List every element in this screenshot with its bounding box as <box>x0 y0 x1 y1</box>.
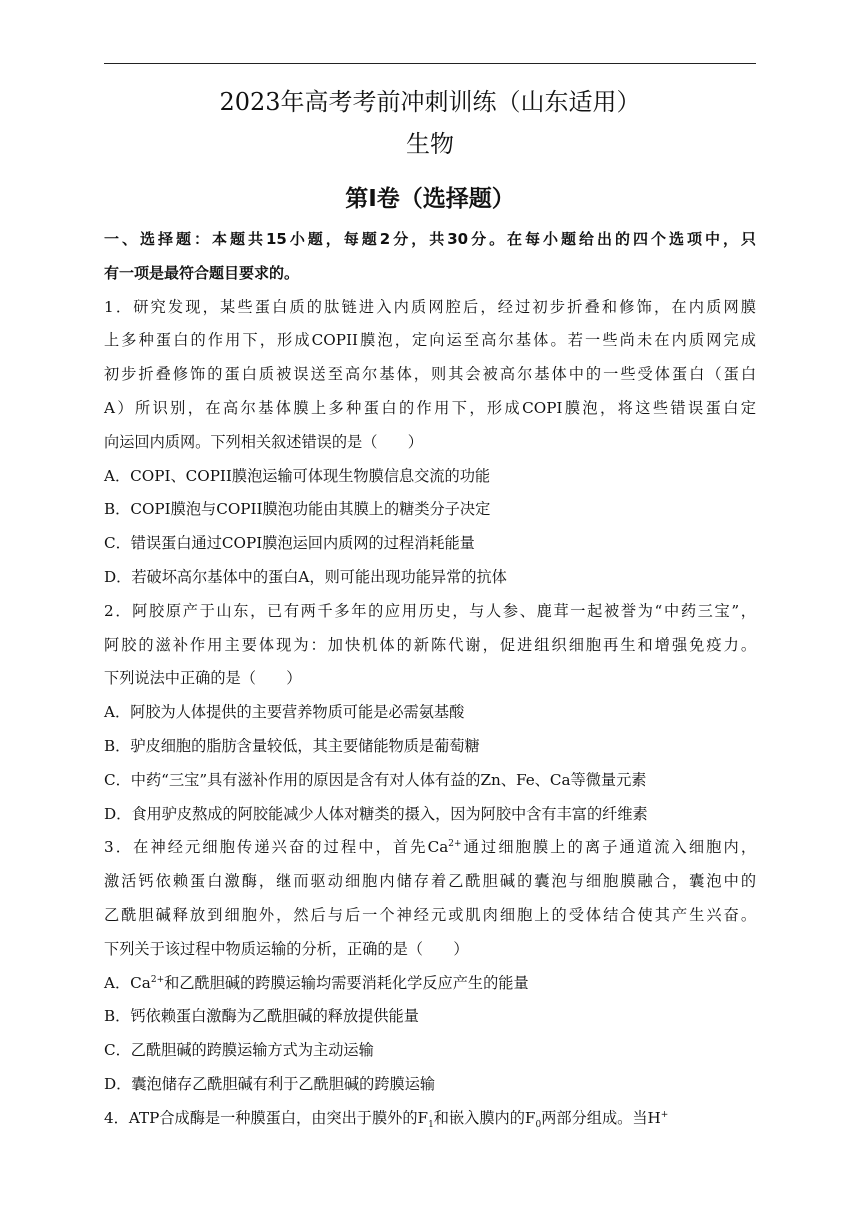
question-3-stem: 下列关于该过程中物质运输的分析，正确的是（ ） <box>104 939 469 958</box>
exam-title: 2023年高考考前冲刺训练（山东适用） <box>219 88 641 116</box>
instruction-line: 一、选择题：本题共15小题，每题2分，共30分。在每小题给出的四个选项中，只 <box>104 230 756 248</box>
question-1-stem: 初步折叠修饰的蛋白质被误送至高尔基体，则其会被高尔基体中的一些受体蛋白（蛋白 <box>104 365 756 384</box>
question-1-option-a: A．COPI、COPII膜泡运输可体现生物膜信息交流的功能 <box>104 466 491 485</box>
question-3-option-d: D．囊泡储存乙酰胆碱有利于乙酰胆碱的跨膜运输 <box>104 1074 436 1093</box>
question-2-option-a: A．阿胶为人体提供的主要营养物质可能是必需氨基酸 <box>104 703 465 722</box>
question-2-option-c: C．中药“三宝”具有滋补作用的原因是含有对人体有益的Zn、Fe、Ca等微量元素 <box>104 770 647 789</box>
subject-title: 生物 <box>406 130 454 158</box>
question-2-stem: 下列说法中正确的是（ ） <box>104 669 302 688</box>
question-1-option-c: C．错误蛋白通过COPI膜泡运回内质网的过程消耗能量 <box>104 534 475 553</box>
header-rule <box>104 63 756 64</box>
question-body <box>104 223 756 1136</box>
question-3-option-c: C．乙酰胆碱的跨膜运输方式为主动运输 <box>104 1041 374 1060</box>
question-2-stem: 阿胶的滋补作用主要体现为：加快机体的新陈代谢，促进组织细胞再生和增强免疫力。 <box>104 635 756 654</box>
question-2-option-d: D．食用驴皮熬成的阿胶能减少人体对糖类的摄入，因为阿胶中含有丰富的纤维素 <box>104 804 648 823</box>
question-2-stem: 2．阿胶原产于山东，已有两千多年的应用历史，与人参、鹿茸一起被誉为“中药三宝”， <box>104 601 756 620</box>
question-1-stem: A）所识别，在高尔基体膜上多种蛋白的作用下，形成COPI膜泡，将这些错误蛋白定 <box>104 398 756 417</box>
question-3-stem: 乙酰胆碱释放到细胞外，然后与后一个神经元或肌肉细胞上的受体结合使其产生兴奋。 <box>104 905 756 924</box>
question-3-option-b: B．钙依赖蛋白激酶为乙酰胆碱的释放提供能量 <box>104 1007 419 1026</box>
question-1-stem: 上多种蛋白的作用下，形成COPII膜泡，定向运至高尔基体。若一些尚未在内质网完成 <box>104 331 756 350</box>
question-1-stem: 向运回内质网。下列相关叙述错误的是（ ） <box>104 432 423 451</box>
question-3-stem: 3．在神经元细胞传递兴奋的过程中，首先$Ca^{2+}$通过细胞膜上的离子通道流入细胞内， <box>104 838 757 857</box>
question-1-option-d: D．若破坏高尔基体中的蛋白A，则可能出现功能异常的抗体 <box>104 567 507 586</box>
question-4-stem: 4．ATP合成酶是一种膜蛋白，由突出于膜外的$F_1$和嵌入膜内的$F_0$两部分组成。当H+ <box>104 1108 669 1130</box>
question-3-option-a: A．$Ca^{2+}$和乙酰胆碱的跨膜运输均需要消耗化学反应产生的能量 <box>104 973 529 992</box>
question-1-option-b: B．COPI膜泡与COPII膜泡功能由其膜上的糖类分子决定 <box>104 500 491 519</box>
question-3-stem: 激活钙依赖蛋白激酶，继而驱动细胞内储存着乙酰胆碱的囊泡与细胞膜融合，囊泡中的 <box>104 872 756 891</box>
instruction-line: 有一项是最符合题目要求的。 <box>104 263 300 282</box>
question-2-option-b: B．驴皮细胞的脂肪含量较低，其主要储能物质是葡萄糖 <box>104 736 480 755</box>
section-title: 第Ⅰ卷（选择题） <box>345 186 515 212</box>
question-1-stem: 1．研究发现，某些蛋白质的肽链进入内质网腔后，经过初步折叠和修饰，在内质网膜 <box>104 297 756 316</box>
